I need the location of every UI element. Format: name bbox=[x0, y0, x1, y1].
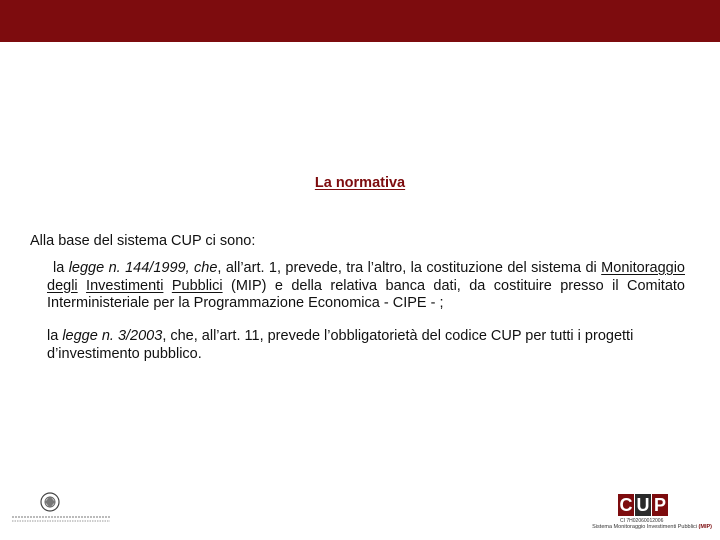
item1-underlined-1: Monitoraggio bbox=[601, 260, 685, 276]
item1-law: legge n. 144/1999, che bbox=[68, 260, 218, 276]
item2-lead: la bbox=[47, 328, 63, 344]
item1-underlined-4: Pubblici bbox=[171, 277, 223, 294]
emblem-icon bbox=[12, 490, 112, 530]
item1-rest: (MIP) e della relativa banca dati, da costituire presso il Comitato Interministeriale per la Programmazione Economica - CIPE - ; bbox=[47, 277, 685, 311]
item1-underlined-2: degli bbox=[47, 277, 78, 294]
cup-logo-block bbox=[572, 494, 712, 534]
item1-underlined-3: Investimenti bbox=[86, 277, 164, 294]
cup-caption-main: Sistema Monitoraggio Investimenti Pubblici bbox=[592, 524, 699, 530]
cup-code: CI 7H02060012006 bbox=[620, 518, 664, 524]
item2-law: legge n. 3/2003 bbox=[62, 328, 163, 344]
slide-title: La normativa bbox=[314, 175, 406, 191]
cup-letter-p: P bbox=[653, 495, 666, 515]
cup-caption bbox=[572, 524, 712, 530]
intro-text: Alla base del sistema CUP ci sono: bbox=[30, 233, 256, 249]
cup-letter-c: C bbox=[619, 495, 633, 515]
list-item-legge-144 bbox=[47, 260, 685, 313]
item1-mid: , all’art. 1, prevede, tra l’altro, la costituzione del sistema di bbox=[217, 260, 602, 276]
cup-logo bbox=[618, 494, 669, 518]
header-bar bbox=[0, 0, 720, 42]
item2-rest: , che, all’art. 11, prevede l’obbligatorietà del codice CUP per tutti i progetti d’investimento pubblico. bbox=[47, 328, 634, 362]
cup-letter-u: U bbox=[636, 495, 650, 515]
footer-left-logo bbox=[12, 490, 112, 530]
list-item-legge-3-2003 bbox=[47, 328, 685, 363]
cup-caption-mip: (MIP) bbox=[698, 524, 712, 530]
item1-lead: la bbox=[53, 260, 69, 276]
